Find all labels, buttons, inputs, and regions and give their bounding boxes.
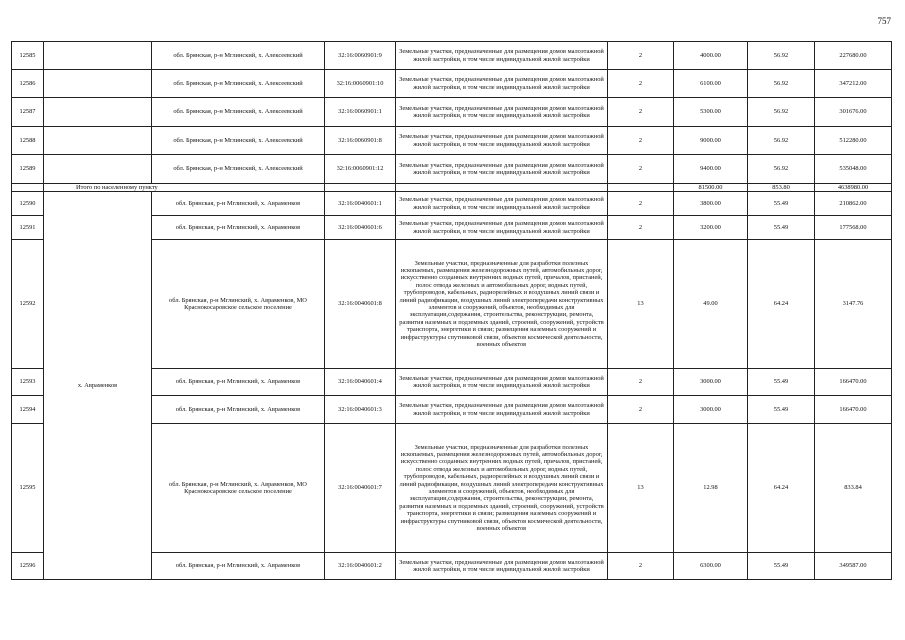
land-use-description: Земельные участки, предназначенные для размещения домов малоэтажной жилой застройки, в том числе индивидуальной жилой застройки bbox=[396, 396, 608, 424]
rate-cell: 55.49 bbox=[748, 216, 815, 240]
page-number: 757 bbox=[877, 16, 891, 26]
area-cell: 6300.00 bbox=[674, 553, 748, 580]
use-type-code: 13 bbox=[608, 424, 674, 553]
address-cell: обл. Брянская, р-н Мглинский, х. Алексеевский bbox=[152, 70, 325, 98]
subtotal-body bbox=[12, 184, 892, 192]
cadastral-number: 32:16:0060901:8 bbox=[325, 127, 396, 155]
address-cell: обл. Брянская, р-н Мглинский, х. Алексеевский bbox=[152, 98, 325, 127]
rate-cell: 56.92 bbox=[748, 70, 815, 98]
area-cell: 3800.00 bbox=[674, 192, 748, 216]
cadastral-value: 166470.00 bbox=[815, 396, 892, 424]
table-row bbox=[12, 155, 892, 184]
empty-cell bbox=[44, 42, 152, 70]
land-use-description: Земельные участки, предназначенные для размещения домов малоэтажной жилой застройки, в том числе индивидуальной жилой застройки bbox=[396, 369, 608, 396]
address-cell: обл. Брянская, р-н Мглинский, х. Авраменков, МО Краснокосаровское сельское поселение bbox=[152, 424, 325, 553]
row-number: 12587 bbox=[12, 98, 44, 127]
row-number: 12588 bbox=[12, 127, 44, 155]
cadastral-value: 210862.00 bbox=[815, 192, 892, 216]
subtotal-rate: 853.80 bbox=[748, 184, 815, 192]
row-number: 12596 bbox=[12, 553, 44, 580]
cadastral-number: 32:16:0060901:1 bbox=[325, 98, 396, 127]
address-cell: обл. Брянская, р-н Мглинский, х. Алексеевский bbox=[152, 42, 325, 70]
rate-cell: 55.49 bbox=[748, 192, 815, 216]
cadastral-value: 166470.00 bbox=[815, 369, 892, 396]
cadastral-number: 32:16:0060901:10 bbox=[325, 70, 396, 98]
land-use-description: Земельные участки, предназначенные для разработки полезных ископаемых, размещения железнодорожных путей, автомобильных дорог, искусственно созданных внутренних водных путей, причалов, пристаней, полос отвода железных и автомобильных дорог, водных путей, трубопроводов, кабельных, радиорелейных и воздушных линий связи и линий радиофикации, воздушных линий электропередачи конструктивных элементов и сооружений, объектов, необходимых для эксплуатации,содержания, строительства, реконструкции, ремонта, развития наземных и подземных зданий, строений, сооружений, устройств транспорта, энергетики и связи; размещения наземных сооружений и инфраструктуры спутниковой связи, объектов космической деятельности, военных объектов bbox=[396, 240, 608, 369]
table-row bbox=[12, 70, 892, 98]
row-number: 12585 bbox=[12, 42, 44, 70]
area-cell: 4000.00 bbox=[674, 42, 748, 70]
use-type-code: 2 bbox=[608, 369, 674, 396]
rate-cell: 64.24 bbox=[748, 424, 815, 553]
table-row bbox=[12, 42, 892, 70]
cadastral-value: 301676.00 bbox=[815, 98, 892, 127]
use-type-code: 2 bbox=[608, 127, 674, 155]
area-cell: 3000.00 bbox=[674, 396, 748, 424]
row-number: 12593 bbox=[12, 369, 44, 396]
rate-cell: 55.49 bbox=[748, 369, 815, 396]
area-cell: 3200.00 bbox=[674, 216, 748, 240]
empty-cell bbox=[44, 155, 152, 184]
subtotal-label: Итого по населенному пункту bbox=[44, 184, 325, 192]
area-cell: 9400.00 bbox=[674, 155, 748, 184]
cadastral-number: 32:16:0040601:3 bbox=[325, 396, 396, 424]
use-type-code: 2 bbox=[608, 42, 674, 70]
table-row bbox=[12, 192, 892, 216]
row-number: 12586 bbox=[12, 70, 44, 98]
use-type-code: 2 bbox=[608, 396, 674, 424]
cadastral-number: 32:16:0040601:4 bbox=[325, 369, 396, 396]
cadastral-value: 535048.00 bbox=[815, 155, 892, 184]
cadastral-number: 32:16:0040601:7 bbox=[325, 424, 396, 553]
empty-cell bbox=[44, 70, 152, 98]
table-row bbox=[12, 98, 892, 127]
land-use-description: Земельные участки, предназначенные для размещения домов малоэтажной жилой застройки, в том числе индивидуальной жилой застройки bbox=[396, 192, 608, 216]
land-use-description: Земельные участки, предназначенные для размещения домов малоэтажной жилой застройки, в том числе индивидуальной жилой застройки bbox=[396, 98, 608, 127]
empty-cell bbox=[44, 127, 152, 155]
row-number: 12594 bbox=[12, 396, 44, 424]
area-cell: 5300.00 bbox=[674, 98, 748, 127]
cadastral-number: 32:16:0040601:8 bbox=[325, 240, 396, 369]
row-number: 12590 bbox=[12, 192, 44, 216]
cadastral-value: 177568.00 bbox=[815, 216, 892, 240]
cadastral-number: 32:16:0060901:9 bbox=[325, 42, 396, 70]
area-cell: 12.98 bbox=[674, 424, 748, 553]
table-row bbox=[12, 127, 892, 155]
use-type-code: 13 bbox=[608, 240, 674, 369]
rate-cell: 56.92 bbox=[748, 42, 815, 70]
land-registry-table bbox=[11, 41, 892, 580]
address-cell: обл. Брянская, р-н Мглинский, х. Авраменков bbox=[152, 369, 325, 396]
cadastral-value: 3147.76 bbox=[815, 240, 892, 369]
subtotal-value: 4638980.00 bbox=[815, 184, 892, 192]
cadastral-value: 512280.00 bbox=[815, 127, 892, 155]
row-number: 12595 bbox=[12, 424, 44, 553]
cadastral-value: 347212.00 bbox=[815, 70, 892, 98]
area-cell: 3000.00 bbox=[674, 369, 748, 396]
rate-cell: 55.49 bbox=[748, 553, 815, 580]
cadastral-value: 833.84 bbox=[815, 424, 892, 553]
land-use-description: Земельные участки, предназначенные для размещения домов малоэтажной жилой застройки, в том числе индивидуальной жилой застройки bbox=[396, 70, 608, 98]
subtotal-area: 81500.00 bbox=[674, 184, 748, 192]
land-use-description: Земельные участки, предназначенные для размещения домов малоэтажной жилой застройки, в том числе индивидуальной жилой застройки bbox=[396, 127, 608, 155]
land-use-description: Земельные участки, предназначенные для размещения домов малоэтажной жилой застройки, в том числе индивидуальной жилой застройки bbox=[396, 216, 608, 240]
area-cell: 49.00 bbox=[674, 240, 748, 369]
cadastral-value: 349587.00 bbox=[815, 553, 892, 580]
empty-cell bbox=[44, 98, 152, 127]
use-type-code: 2 bbox=[608, 70, 674, 98]
area-cell: 9000.00 bbox=[674, 127, 748, 155]
rate-cell: 56.92 bbox=[748, 155, 815, 184]
rate-cell: 55.49 bbox=[748, 396, 815, 424]
row-number: 12589 bbox=[12, 155, 44, 184]
address-cell: обл. Брянская, р-н Мглинский, х. Алексеевский bbox=[152, 155, 325, 184]
address-cell: обл. Брянская, р-н Мглинский, х. Авраменков bbox=[152, 192, 325, 216]
subtotal-row bbox=[12, 184, 892, 192]
use-type-code: 2 bbox=[608, 192, 674, 216]
rate-cell: 64.24 bbox=[748, 240, 815, 369]
address-cell: обл. Брянская, р-н Мглинский, х. Алексеевский bbox=[152, 127, 325, 155]
use-type-code: 2 bbox=[608, 553, 674, 580]
table-body-bottom bbox=[12, 192, 892, 580]
rate-cell: 56.92 bbox=[748, 127, 815, 155]
land-use-description: Земельные участки, предназначенные для разработки полезных ископаемых, размещения железнодорожных путей, автомобильных дорог, искусственно созданных внутренних водных путей, причалов, пристаней, полос отвода железных и автомобильных дорог, водных путей, трубопроводов, кабельных, радиорелейных и воздушных линий связи и линий радиофикации, воздушных линий электропередачи конструктивных элементов и сооружений, объектов, необходимых для эксплуатации,содержания, строительства, реконструкции, ремонта, развития наземных и подземных зданий, строений, сооружений, устройств транспорта, энергетики и связи; размещения наземных сооружений и инфраструктуры спутниковой связи, объектов космической деятельности, военных объектов bbox=[396, 424, 608, 553]
cadastral-number: 32:16:0040601:1 bbox=[325, 192, 396, 216]
cadastral-number: 32:16:0040601:6 bbox=[325, 216, 396, 240]
table-body-top bbox=[12, 42, 892, 184]
address-cell: обл. Брянская, р-н Мглинский, х. Авраменков bbox=[152, 553, 325, 580]
use-type-code: 2 bbox=[608, 98, 674, 127]
use-type-code: 2 bbox=[608, 216, 674, 240]
address-cell: обл. Брянская, р-н Мглинский, х. Авраменков bbox=[152, 216, 325, 240]
address-cell: обл. Брянская, р-н Мглинский, х. Авраменков, МО Краснокосаровское сельское поселение bbox=[152, 240, 325, 369]
land-use-description: Земельные участки, предназначенные для размещения домов малоэтажной жилой застройки, в том числе индивидуальной жилой застройки bbox=[396, 42, 608, 70]
land-use-description: Земельные участки, предназначенные для размещения домов малоэтажной жилой застройки, в том числе индивидуальной жилой застройки bbox=[396, 155, 608, 184]
address-cell: обл. Брянская, р-н Мглинский, х. Авраменков bbox=[152, 396, 325, 424]
cadastral-number: 32:16:0060901:12 bbox=[325, 155, 396, 184]
land-use-description: Земельные участки, предназначенные для размещения домов малоэтажной жилой застройки, в том числе индивидуальной жилой застройки bbox=[396, 553, 608, 580]
cadastral-value: 227680.00 bbox=[815, 42, 892, 70]
area-cell: 6100.00 bbox=[674, 70, 748, 98]
settlement-name: х. Авраменков bbox=[44, 192, 152, 580]
rate-cell: 56.92 bbox=[748, 98, 815, 127]
cadastral-number: 32:16:0040601:2 bbox=[325, 553, 396, 580]
row-number: 12592 bbox=[12, 240, 44, 369]
row-number: 12591 bbox=[12, 216, 44, 240]
use-type-code: 2 bbox=[608, 155, 674, 184]
